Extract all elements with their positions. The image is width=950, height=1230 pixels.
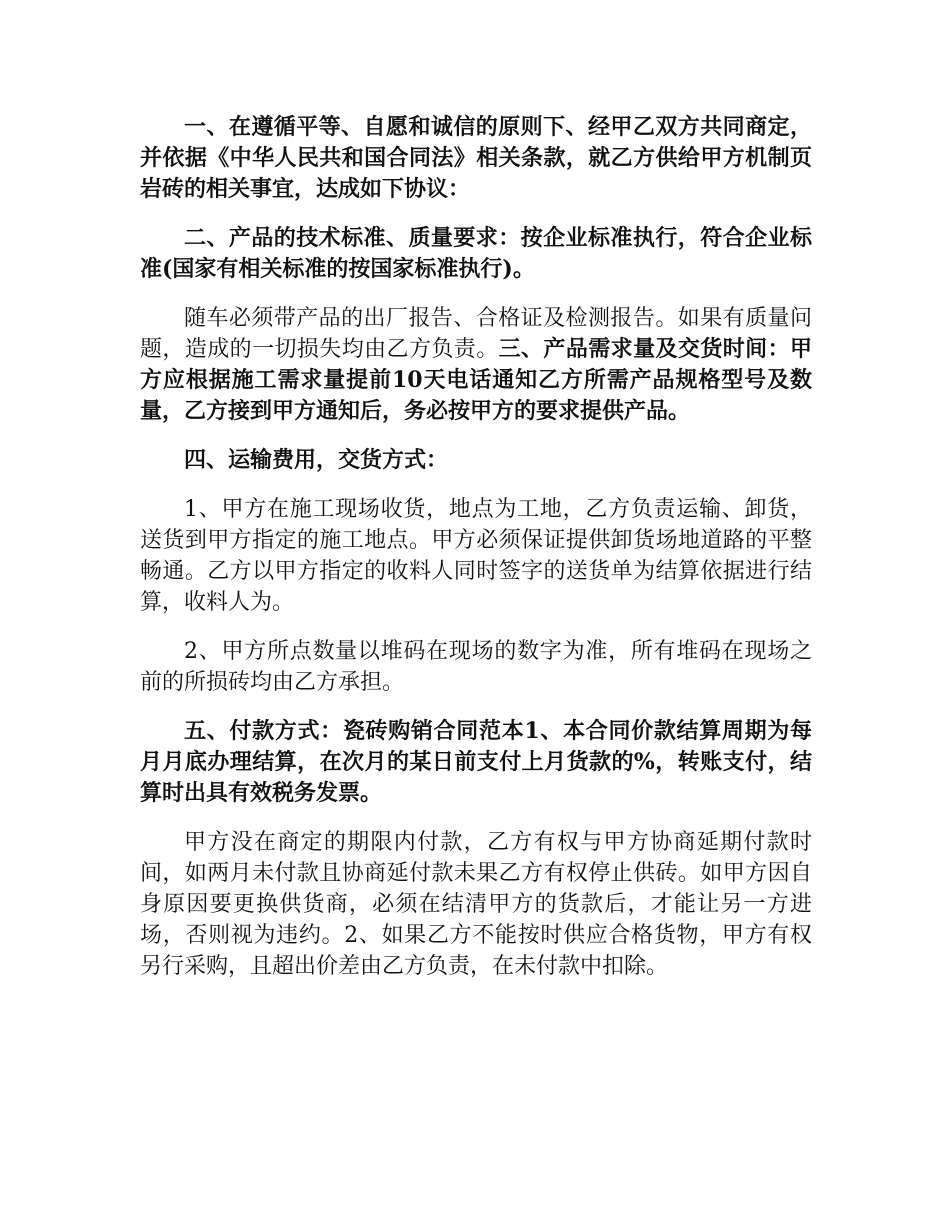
clause-5-paragraph: 五、付款方式：瓷砖购销合同范本1、本合同价款结算周期为每月月底办理结算，在次月的某日前支付上月货款的%，转账支付，结算时出具有效税务发票。 bbox=[140, 718, 812, 806]
payment-terms-paragraph: 甲方没在商定的期限内付款，乙方有权与甲方协商延期付款时间，如两月未付款且协商延付款未果乙方有权停止供砖。如甲方因自身原因要更换供货商，必须在结清甲方的货款后，才能让另一方进场，否则视为违约。2、如果乙方不能按时供应合格货物，甲方有权另行采购，且超出价差由乙方负责，在未付款中扣除。 bbox=[140, 830, 812, 979]
delivery-item-1-paragraph: 1、甲方在施工现场收货，地点为工地，乙方负责运输、卸货，送货到甲方指定的施工地点。甲方必须保证提供卸货场地道路的平整畅通。乙方以甲方指定的收料人同时签字的送货单为结算依据进行结算，收料人为。 bbox=[140, 497, 812, 615]
clause-4-heading: 四、运输费用，交货方式： bbox=[184, 447, 449, 473]
inspection-report-text: 随车必须带产品的出厂报告、合格证及检测报告。如果有质量问题，造成的一切损失均由乙方负责。 bbox=[140, 306, 812, 362]
delivery-item-2-paragraph: 2、甲方所点数量以堆码在现场的数字为准，所有堆码在现场之前的所损砖均由乙方承担。 bbox=[140, 639, 812, 695]
clause-3-heading-text: 三、产品需求量及交货时间：甲方应根据施工需求量提前10天电话通知乙方所需产品规格型号及数量，乙方接到甲方通知后，务必按甲方的要求提供产品。 bbox=[140, 336, 812, 424]
clause-2-paragraph: 二、产品的技术标准、质量要求：按企业标准执行，符合企业标准(国家有相关标准的按国家标准执行)。 bbox=[140, 225, 812, 282]
clause-1-paragraph: 一、在遵循平等、自愿和诚信的原则下、经甲乙双方共同商定，并依据《中华人民共和国合同法》相关条款，就乙方供给甲方机制页岩砖的相关事宜，达成如下协议： bbox=[140, 114, 812, 202]
clause-3-paragraph bbox=[140, 303, 812, 427]
document-body bbox=[140, 112, 812, 1000]
